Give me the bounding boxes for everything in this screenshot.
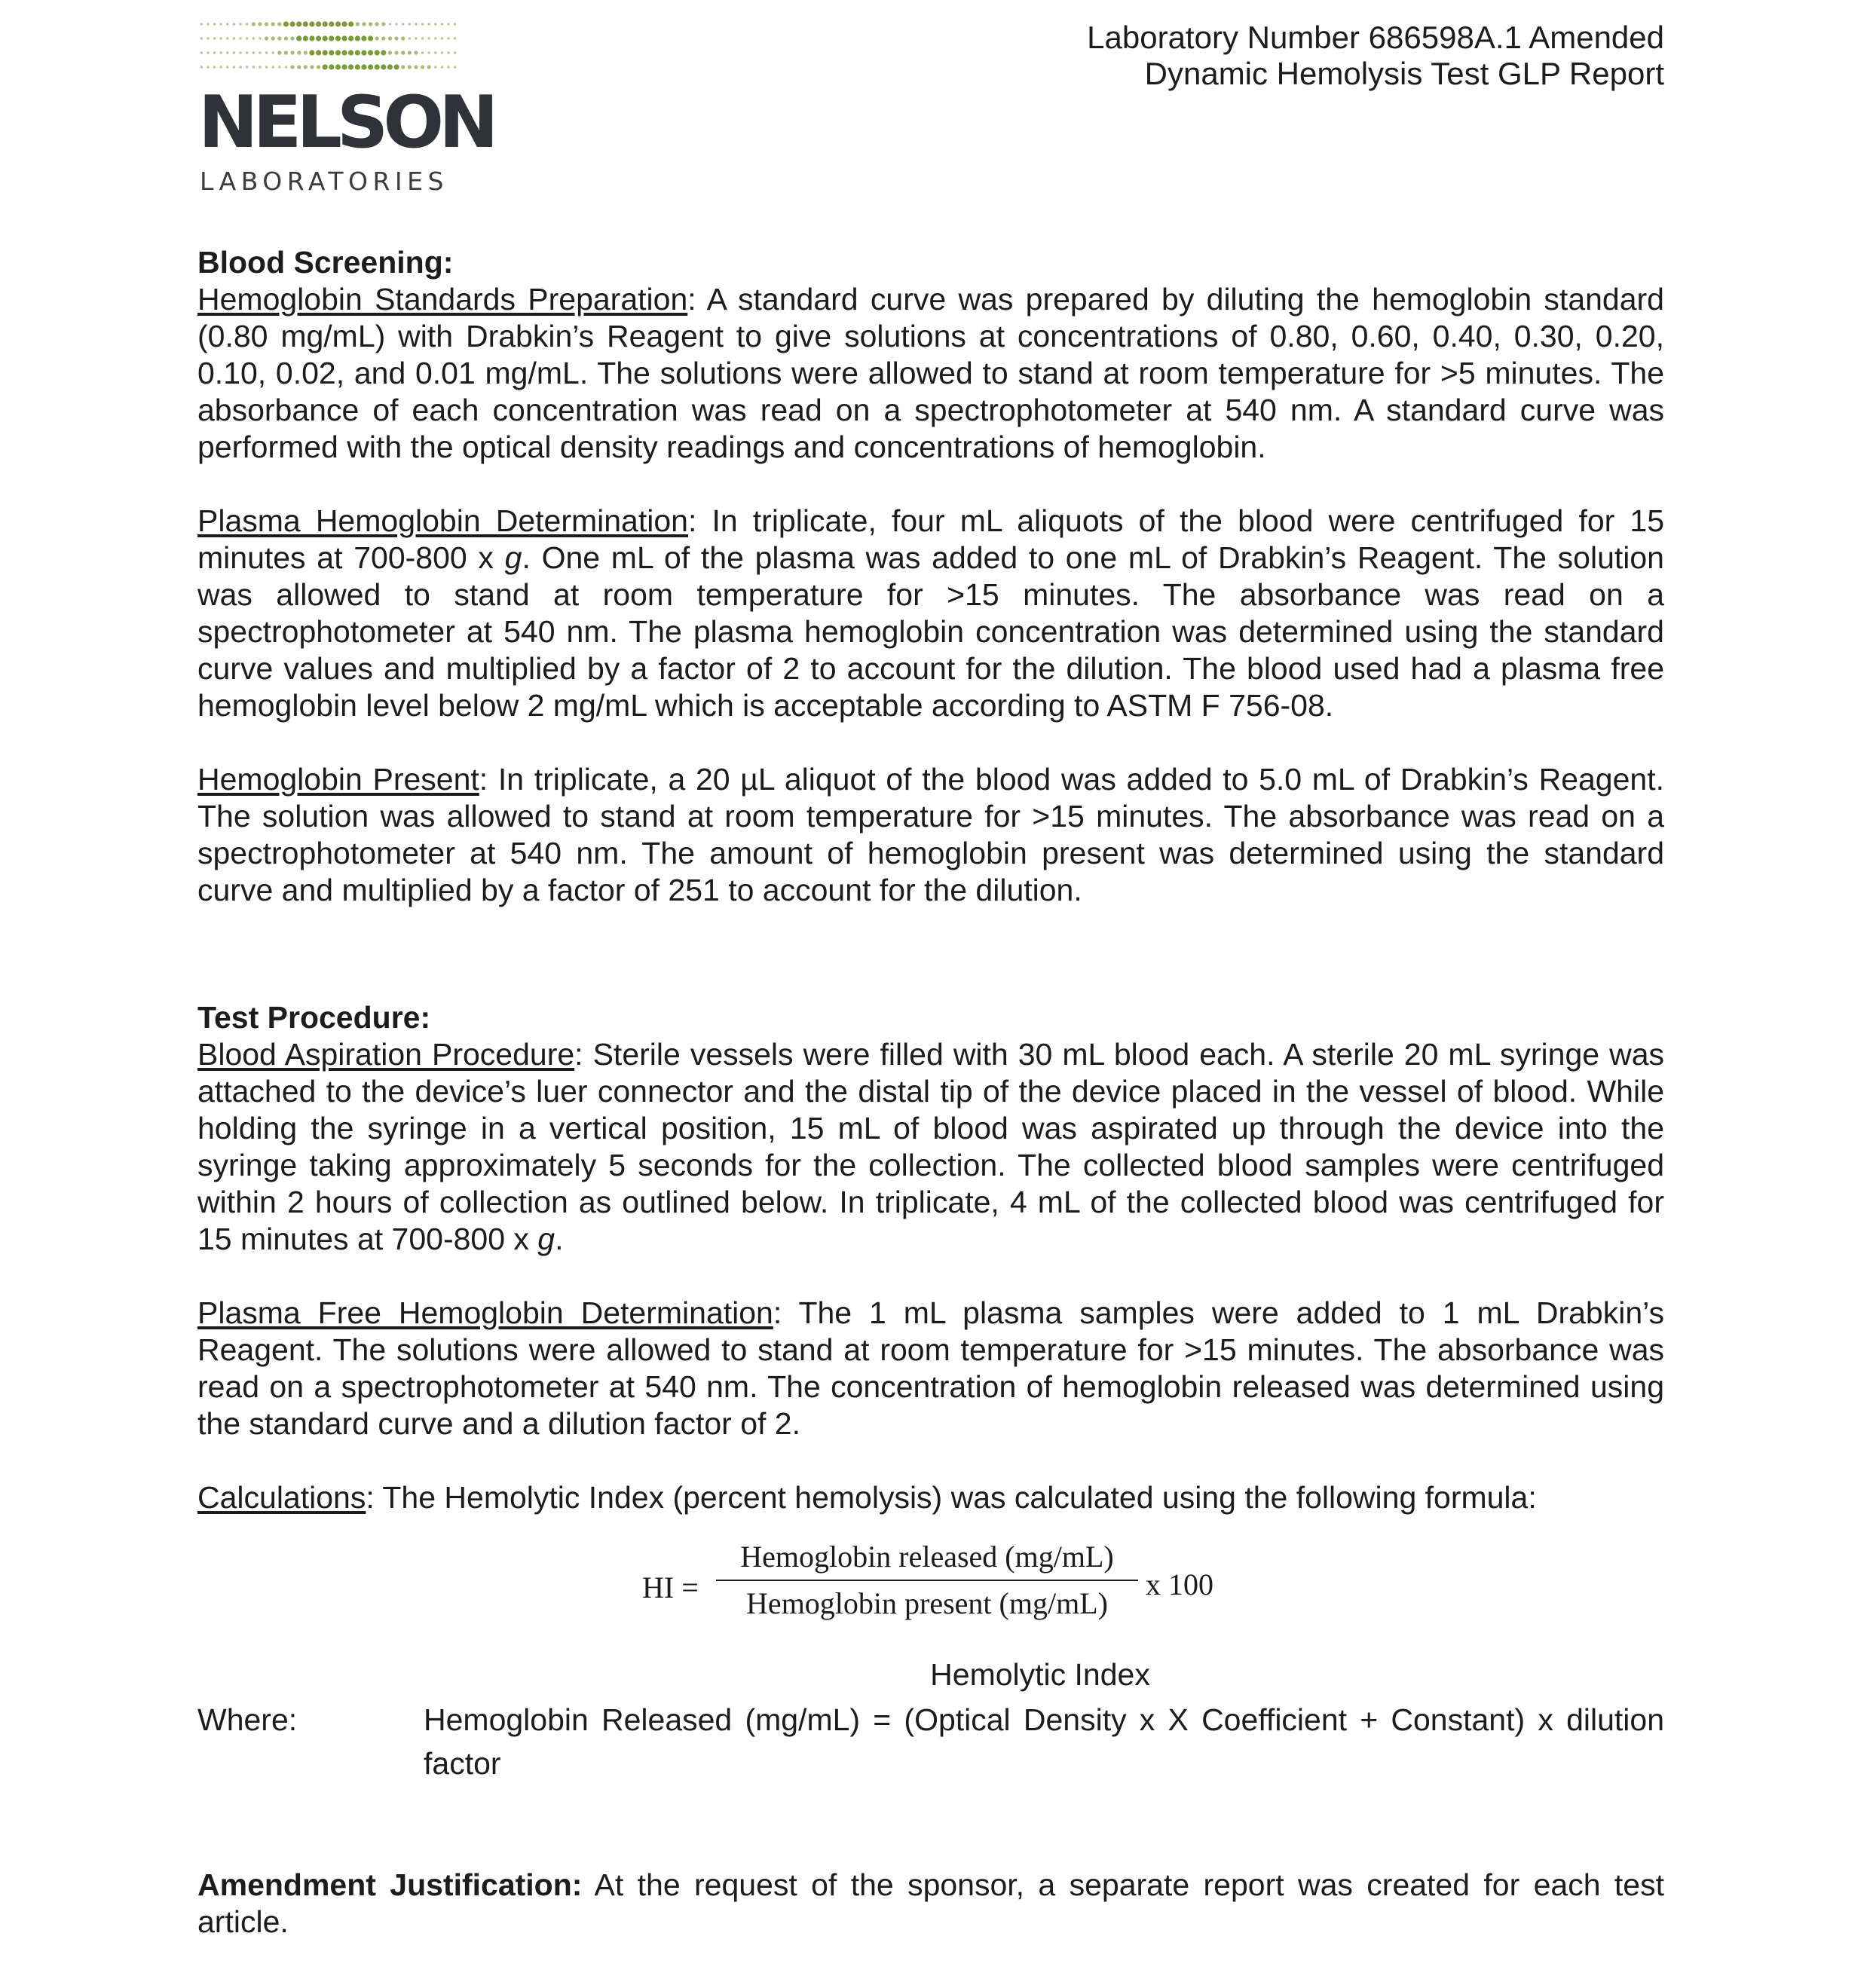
logo-wordmark: NELSON bbox=[198, 81, 494, 164]
logo-dot bbox=[341, 35, 347, 41]
logo-dot bbox=[335, 35, 341, 41]
logo-dot bbox=[387, 64, 393, 69]
logo-dot bbox=[368, 50, 373, 55]
logo-dot bbox=[290, 65, 294, 69]
logo-dot bbox=[259, 37, 262, 40]
free-hemoglobin-label: Plasma Free Hemoglobin Determination bbox=[197, 1295, 773, 1330]
logo-dot bbox=[402, 23, 405, 26]
calculations-text: : The Hemolytic Index (percent hemolysis) was calculated using the following formula: bbox=[366, 1480, 1537, 1515]
logo-dot bbox=[434, 51, 437, 54]
logo-dot bbox=[454, 37, 457, 40]
logo-dot bbox=[277, 50, 281, 54]
logo-dot bbox=[329, 64, 334, 69]
plasma-g-unit: g bbox=[504, 540, 522, 575]
logo-dot bbox=[441, 51, 444, 54]
logo-dot bbox=[408, 65, 412, 69]
logo-dot bbox=[285, 66, 288, 69]
logo-dot bbox=[441, 23, 444, 26]
logo-dot bbox=[316, 21, 321, 26]
logo-dot bbox=[335, 50, 341, 55]
logo-dot bbox=[395, 23, 398, 26]
logo-dot bbox=[258, 22, 262, 26]
formula-caption: Hemolytic Index bbox=[930, 1657, 1150, 1692]
report-title: Dynamic Hemolysis Test GLP Report bbox=[1144, 56, 1664, 91]
logo-dot bbox=[271, 66, 274, 69]
logo-dot bbox=[233, 66, 236, 69]
logo-dot bbox=[454, 51, 457, 54]
logo-dot bbox=[278, 66, 281, 69]
present-label: Hemoglobin Present bbox=[197, 762, 479, 797]
aspiration-paragraph bbox=[197, 1036, 1664, 1258]
logo-dot bbox=[303, 21, 308, 26]
logo-dot bbox=[434, 66, 437, 69]
logo-dot bbox=[200, 23, 204, 26]
logo-dot bbox=[381, 64, 386, 69]
logo-dot bbox=[207, 66, 210, 69]
amendment-text: At the request of the sponsor, a separate report was created for each test article. bbox=[197, 1867, 1664, 1939]
logo-dot bbox=[393, 64, 399, 69]
logo-dot bbox=[226, 66, 229, 69]
logo-dot bbox=[290, 36, 294, 40]
logo-dot bbox=[388, 50, 392, 54]
report-body bbox=[197, 244, 1664, 1941]
logo-dot bbox=[348, 35, 353, 41]
logo-dot bbox=[335, 64, 341, 69]
logo-dot bbox=[361, 35, 366, 41]
logo-dot bbox=[381, 36, 385, 40]
logo-dot bbox=[441, 37, 444, 40]
logo-dot bbox=[401, 36, 405, 40]
logo-dot bbox=[447, 66, 450, 69]
standards-text: : A standard curve was prepared by diluting the hemoglobin standard (0.80 mg/mL) with Drabkin’s Reagent to give solutions at concentrations of 0.80, 0.60, 0.40, 0.30, 0.20, 0.10, 0.02, and 0.01 mg/mL. The solutions were allowed to stand at room temperature for >5 minutes. The absorbance of each concentration was read on a spectrophotometer at 540 nm. A standard curve was performed with the optical density readings and concentrations of hemoglobin. bbox=[197, 282, 1664, 464]
logo-dot bbox=[226, 51, 229, 54]
logo-dot bbox=[355, 35, 360, 41]
logo-dot bbox=[219, 37, 222, 40]
logo-dot bbox=[388, 36, 392, 40]
where-label: Where: bbox=[197, 1702, 298, 1737]
hemolytic-index-formula bbox=[197, 1537, 1664, 1652]
logo-dot bbox=[368, 64, 373, 69]
logo-dot bbox=[309, 50, 314, 55]
logo-dot bbox=[421, 23, 424, 26]
logo-dot bbox=[316, 35, 321, 41]
standards-paragraph bbox=[197, 281, 1664, 466]
logo-dot bbox=[290, 50, 294, 54]
logo-dot bbox=[355, 64, 360, 69]
logo-dot bbox=[213, 23, 216, 26]
logo-dot bbox=[265, 51, 268, 54]
logo-dot bbox=[207, 51, 210, 54]
logo-dot bbox=[348, 64, 353, 69]
logo-dot bbox=[369, 22, 372, 26]
logo-dot bbox=[317, 65, 320, 69]
logo-dot bbox=[414, 65, 418, 69]
amendment-paragraph bbox=[197, 1867, 1664, 1941]
logo-dot bbox=[323, 50, 328, 55]
aspiration-g-unit: g bbox=[537, 1222, 555, 1256]
formula-fraction bbox=[716, 1537, 1138, 1623]
logo-dot bbox=[329, 35, 334, 41]
where-row bbox=[197, 1698, 1664, 1785]
logo-dot bbox=[271, 22, 275, 26]
logo-dot bbox=[362, 22, 366, 26]
report-header bbox=[1087, 20, 1664, 92]
logo-dot bbox=[427, 23, 430, 26]
logo-dot bbox=[454, 23, 457, 26]
logo-dot bbox=[341, 50, 347, 55]
logo-dot bbox=[355, 50, 360, 55]
logo-dot bbox=[389, 23, 392, 26]
aspiration-label: Blood Aspiration Procedure bbox=[197, 1037, 575, 1072]
logo-dot bbox=[271, 36, 275, 40]
logo-dot bbox=[427, 65, 431, 69]
logo-dot bbox=[271, 51, 274, 54]
logo-dot bbox=[207, 23, 210, 26]
logo-dot bbox=[233, 37, 236, 40]
logo-subtitle: LABORATORIES bbox=[200, 167, 448, 196]
logo-dot bbox=[310, 65, 314, 69]
logo-dot bbox=[421, 51, 424, 54]
where-text: Hemoglobin Released (mg/mL) = (Optical Density x X Coefficient + Constant) x dilution factor bbox=[424, 1702, 1664, 1781]
logo-dot bbox=[441, 66, 444, 69]
logo-dot bbox=[200, 37, 204, 40]
logo-dot bbox=[375, 64, 380, 69]
logo-dot bbox=[408, 50, 412, 54]
logo-dot bbox=[348, 21, 353, 26]
logo-dot bbox=[375, 22, 379, 26]
free-hemoglobin-text: : The 1 mL plasma samples were added to 1 mL Drabkin’s Reagent. The solutions were allowed to stand at room temperature for >15 minutes. The absorbance was read on a spectrophotometer at 540 nm. The concentration of hemoglobin released was determined using the standard curve and a dilution factor of 2. bbox=[197, 1295, 1664, 1441]
logo-dot bbox=[239, 51, 242, 54]
logo-dot bbox=[252, 51, 256, 54]
logo-dot bbox=[323, 21, 328, 26]
logo-dot bbox=[277, 22, 281, 26]
logo-dot bbox=[226, 23, 229, 26]
logo-dot bbox=[329, 50, 334, 55]
present-paragraph bbox=[197, 761, 1664, 909]
free-hemoglobin-paragraph bbox=[197, 1295, 1664, 1442]
aspiration-text-b: . bbox=[555, 1222, 564, 1256]
logo-dot bbox=[323, 35, 328, 41]
logo-dot bbox=[283, 21, 289, 26]
logo-dot bbox=[246, 51, 249, 54]
logo-dot bbox=[246, 66, 249, 69]
formula-denominator: Hemoglobin present (mg/mL) bbox=[746, 1586, 1108, 1620]
logo-dot bbox=[335, 21, 341, 26]
calculations-label: Calculations bbox=[197, 1480, 366, 1515]
logo-dot bbox=[447, 37, 450, 40]
logo-dot bbox=[454, 66, 457, 69]
logo-dot bbox=[348, 50, 353, 55]
logo-dot bbox=[296, 35, 301, 41]
logo-dot bbox=[447, 23, 450, 26]
logo-dot bbox=[421, 37, 424, 40]
logo-dot bbox=[394, 36, 398, 40]
logo-dot bbox=[381, 22, 385, 26]
logo-dot bbox=[207, 37, 210, 40]
logo-dot bbox=[304, 50, 308, 54]
logo-dot bbox=[219, 66, 222, 69]
logo-dot bbox=[233, 23, 236, 26]
logo-dot bbox=[246, 37, 249, 40]
logo-dot bbox=[284, 36, 288, 40]
logo-dot bbox=[341, 64, 347, 69]
logo-dot bbox=[375, 36, 379, 40]
logo-dot bbox=[219, 23, 222, 26]
calculations-paragraph bbox=[197, 1479, 1664, 1516]
logo-dot bbox=[427, 51, 430, 54]
amendment-heading: Amendment Justification: bbox=[197, 1867, 583, 1902]
nelson-laboratories-logo bbox=[198, 20, 494, 196]
logo-dot bbox=[368, 35, 373, 41]
logo-dot bbox=[296, 21, 301, 26]
logo-dot bbox=[252, 22, 256, 26]
logo-dot bbox=[252, 66, 256, 69]
logo-dot bbox=[401, 50, 405, 54]
logo-dot bbox=[246, 23, 249, 26]
logo-dot bbox=[213, 51, 216, 54]
logo-dot bbox=[259, 51, 262, 54]
logo-dot bbox=[427, 37, 430, 40]
logo-dot bbox=[434, 23, 437, 26]
logo-dot bbox=[265, 66, 268, 69]
logo-dot bbox=[375, 50, 380, 55]
plasma-label: Plasma Hemoglobin Determination bbox=[197, 503, 688, 538]
logo-dot bbox=[394, 50, 398, 54]
logo-dot bbox=[329, 21, 334, 26]
logo-dot bbox=[239, 37, 242, 40]
plasma-text-a: : In triplicate, four mL aliquots of the blood were centrifuged for 15 minutes at 700-800 x bbox=[197, 503, 1665, 575]
blood-screening-heading: Blood Screening: bbox=[197, 245, 454, 280]
logo-dot bbox=[415, 37, 418, 40]
logo-dot bbox=[265, 36, 268, 40]
logo-dot bbox=[356, 22, 360, 26]
logo-dot bbox=[213, 66, 216, 69]
logo-dot bbox=[409, 37, 412, 40]
logo-dot-pattern bbox=[198, 20, 458, 77]
logo-dot bbox=[284, 50, 288, 54]
logo-dot bbox=[226, 37, 229, 40]
logo-dot bbox=[239, 66, 242, 69]
logo-dot bbox=[259, 66, 262, 69]
logo-dot bbox=[309, 35, 314, 41]
logo-dot bbox=[361, 50, 366, 55]
logo-dot bbox=[309, 21, 314, 26]
logo-dot bbox=[415, 23, 418, 26]
logo-dot bbox=[316, 50, 321, 55]
logo-dot bbox=[447, 51, 450, 54]
formula-lhs: HI = bbox=[642, 1571, 699, 1604]
logo-dot bbox=[233, 51, 236, 54]
logo-dot bbox=[421, 65, 424, 69]
logo-dot bbox=[265, 22, 268, 26]
present-text: : In triplicate, a 20 µL aliquot of the blood was added to 5.0 mL of Drabkin’s Reagent. The solution was allowed to stand at room temperature for >15 minutes. The absorbance was read on a spectrophotometer at 540 nm. The amount of hemoglobin present was determined using the standard curve and multiplied by a factor of 251 to account for the dilution. bbox=[197, 762, 1664, 907]
logo-dot bbox=[297, 50, 301, 54]
logo-dot bbox=[213, 37, 216, 40]
logo-dot bbox=[219, 51, 222, 54]
plasma-text-b: . One mL of the plasma was added to one mL of Drabkin’s Reagent. The solution was allowed to stand at room temperature for >15 minutes. The absorbance was read on a spectrophotometer at 540 nm. The plasma hemoglobin concentration was determined using the standard curve values and multiplied by a factor of 2 to account for the dilution. The blood used had a plasma free hemoglobin level below 2 mg/mL which is acceptable according to ASTM F 756-08. bbox=[197, 540, 1664, 723]
logo-dot bbox=[409, 23, 412, 26]
logo-dot bbox=[239, 23, 242, 26]
logo-dot bbox=[341, 21, 347, 26]
logo-dot bbox=[434, 37, 437, 40]
logo-dot bbox=[361, 64, 366, 69]
formula-multiplier: x 100 bbox=[1146, 1568, 1213, 1601]
logo-dot bbox=[297, 65, 301, 69]
logo-dot bbox=[277, 36, 281, 40]
standards-label: Hemoglobin Standards Preparation bbox=[197, 282, 688, 317]
logo-dot bbox=[304, 65, 308, 69]
formula-numerator: Hemoglobin released (mg/mL) bbox=[716, 1537, 1138, 1581]
logo-dot bbox=[200, 51, 204, 54]
logo-dot bbox=[381, 50, 386, 55]
logo-dot bbox=[303, 35, 308, 41]
logo-dot bbox=[401, 65, 405, 69]
logo-dot bbox=[289, 21, 295, 26]
plasma-paragraph bbox=[197, 503, 1664, 724]
logo-dot bbox=[200, 66, 204, 69]
lab-number: Laboratory Number 686598A.1 Amended bbox=[1087, 20, 1664, 55]
logo-dot bbox=[414, 50, 418, 54]
logo-dot bbox=[323, 64, 328, 69]
test-procedure-heading: Test Procedure: bbox=[197, 1000, 431, 1035]
aspiration-text-a: : Sterile vessels were filled with 30 mL blood each. A sterile 20 mL syringe was attached to the device’s luer connector and the distal tip of the device placed in the vessel of blood. While holding the syringe in a vertical position, 15 mL of blood was aspirated up through the device into the syringe taking approximately 5 seconds for the collection. The collected blood samples were centrifuged within 2 hours of collection as outlined below. In triplicate, 4 mL of the collected blood was centrifuged for 15 minutes at 700-800 x bbox=[197, 1037, 1664, 1256]
logo-dot bbox=[252, 37, 256, 40]
